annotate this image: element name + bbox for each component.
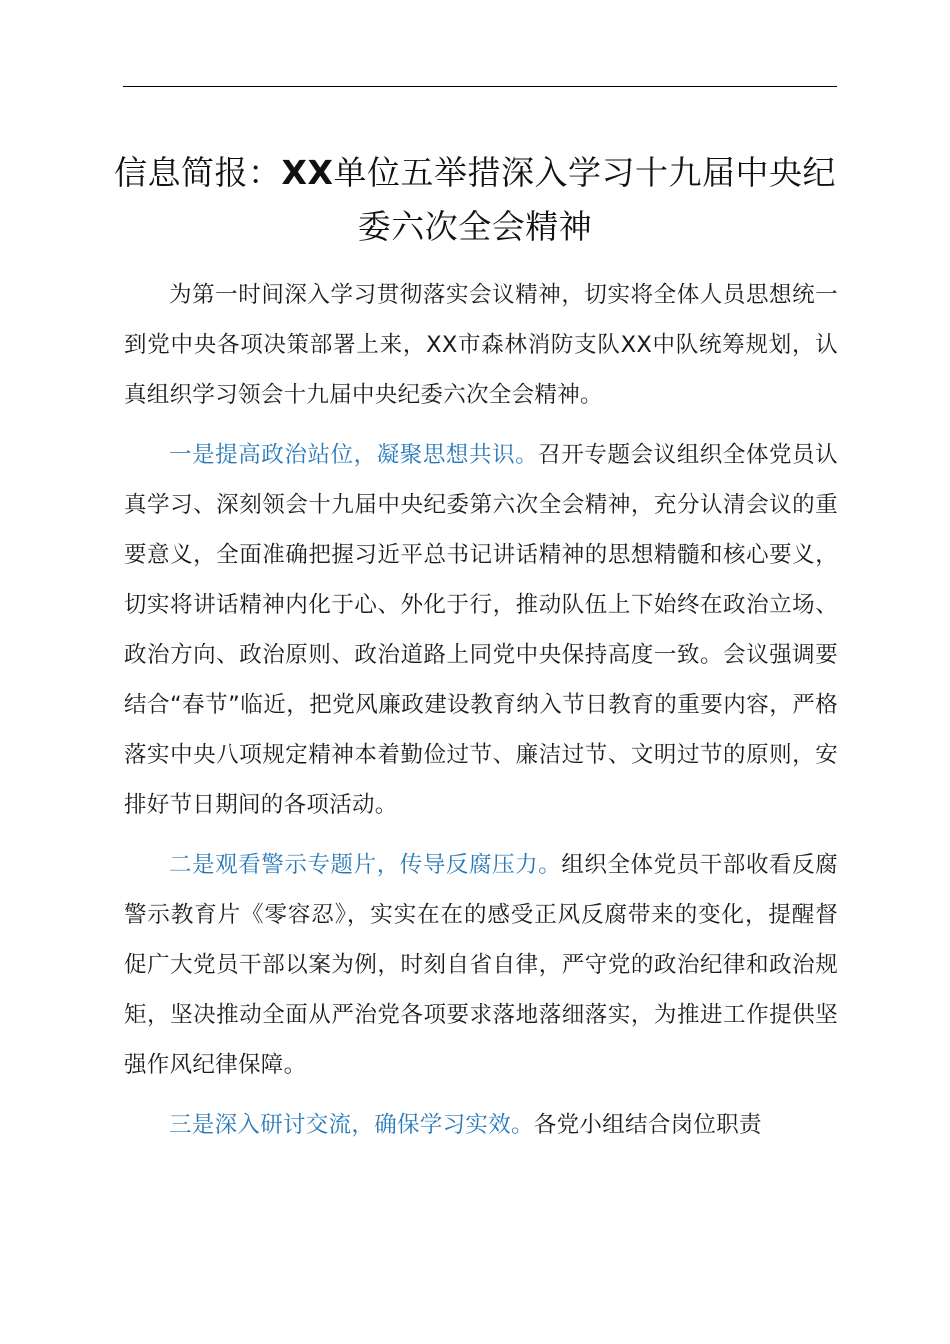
title-suffix: 单位五举措深入学习十九届中央纪委六次全会精神 <box>333 153 836 246</box>
paragraph-lead: 二是观看警示专题片，传导反腐压力。 <box>169 852 562 878</box>
document-body <box>124 270 838 1160</box>
paragraph-text: 为第一时间深入学习贯彻落实会议精神，切实将全体人员思想统一到党中央各项决策部署上来，XX市森林消防支队XX中队统筹规划，认真组织学习领会十九届中央纪委六次全会精神。 <box>124 282 838 408</box>
paragraph-measure-3 <box>124 1100 838 1150</box>
paragraph-text: 召开专题会议组织全体党员认真学习、深刻领会十九届中央纪委第六次全会精神，充分认清会议的重要意义，全面准确把握习近平总书记讲话精神的思想精髓和核心要义，切实将讲话精神内化于心、外化于行，推动队伍上下始终在政治立场、政治方向、政治原则、政治道路上同党中央保持高度一致。会议强调要结合“春节”临近，把党风廉政建设教育纳入节日教育的重要内容，严格落实中央八项规定精神本着勤俭过节、廉洁过节、文明过节的原则，安排好节日期间的各项活动。 <box>124 442 838 818</box>
paragraph-lead: 一是提高政治站位，凝聚思想共识。 <box>169 442 539 468</box>
page-title <box>110 146 840 254</box>
paragraph-intro <box>124 270 838 420</box>
title-latin: XX <box>281 153 334 192</box>
paragraph-measure-1 <box>124 430 838 830</box>
paragraph-text: 各党小组结合岗位职责 <box>533 1112 762 1138</box>
paragraph-measure-2 <box>124 840 838 1090</box>
paragraph-text: 组织全体党员干部收看反腐警示教育片《零容忍》，实实在在的感受正风反腐带来的变化，提醒督促广大党员干部以案为例，时刻自省自律，严守党的政治纪律和政治规矩，坚决推动全面从严治党各项要求落地落细落实，为推进工作提供坚强作风纪律保障。 <box>124 852 838 1078</box>
title-prefix: 信息简报： <box>114 153 282 192</box>
header-rule <box>123 86 837 87</box>
paragraph-lead: 三是深入研讨交流，确保学习实效。 <box>169 1112 534 1138</box>
